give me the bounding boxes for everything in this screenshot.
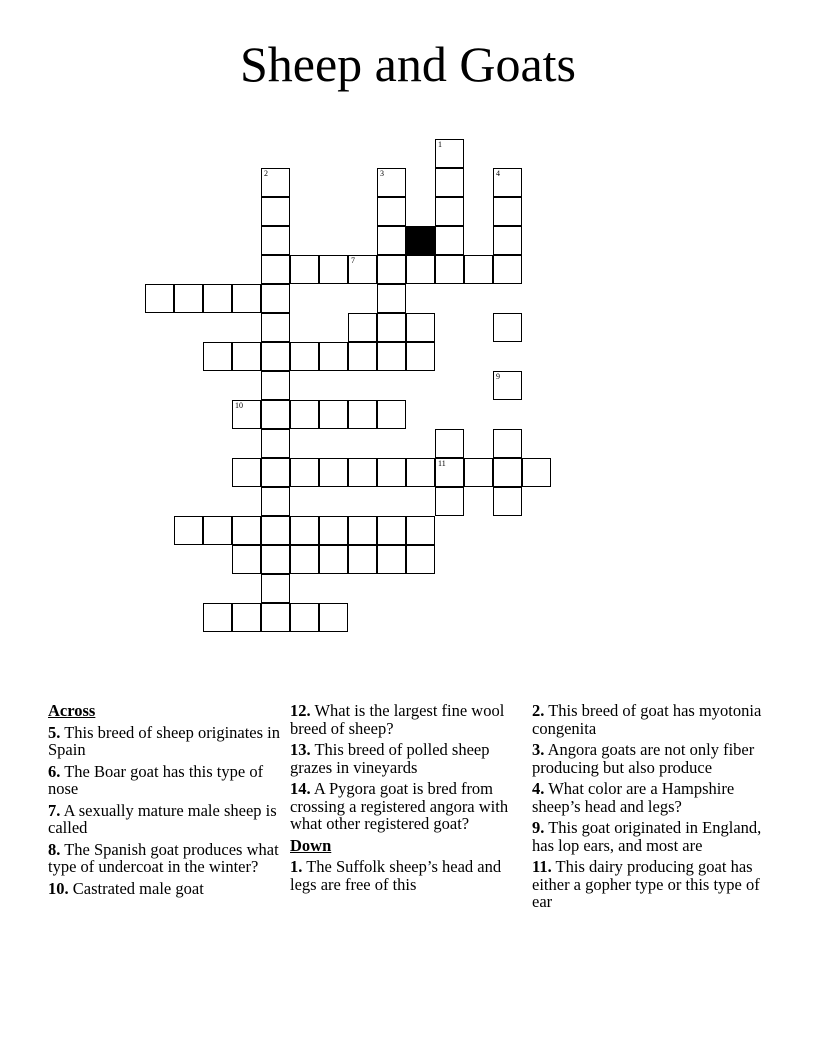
grid-cell[interactable] xyxy=(290,516,319,545)
clue-down-2: 2. This breed of goat has myotonia congenita xyxy=(532,701,762,738)
grid-cell[interactable] xyxy=(232,400,261,429)
grid-cell[interactable] xyxy=(232,342,261,371)
grid-cell[interactable] xyxy=(232,458,261,487)
grid-cell[interactable] xyxy=(261,226,290,255)
grid-cell[interactable] xyxy=(377,284,406,313)
black-square xyxy=(406,226,435,255)
cell-number: 9 xyxy=(496,372,500,381)
across-heading: Across xyxy=(48,701,96,720)
grid-cell[interactable] xyxy=(348,255,377,284)
grid-cell[interactable] xyxy=(493,226,522,255)
grid-cell[interactable] xyxy=(290,342,319,371)
grid-cell[interactable] xyxy=(435,487,464,516)
grid-cell[interactable] xyxy=(377,545,406,574)
grid-cell[interactable] xyxy=(377,342,406,371)
clue-down-9: 9. This goat originated in England, has lop ears, and most are xyxy=(532,818,762,855)
clue-across-7: 7. A sexually mature male sheep is called xyxy=(48,800,277,837)
grid-cell[interactable] xyxy=(261,313,290,342)
grid-cell[interactable] xyxy=(232,545,261,574)
cell-number: 1 xyxy=(438,140,442,149)
grid-cell[interactable] xyxy=(377,226,406,255)
puzzle-title: Sheep and Goats xyxy=(239,36,577,92)
grid-cell[interactable] xyxy=(145,284,174,313)
grid-cell[interactable] xyxy=(232,603,261,632)
clues-column-2 xyxy=(290,702,526,897)
grid-cell[interactable] xyxy=(377,313,406,342)
grid-cell[interactable] xyxy=(464,458,493,487)
grid-cell[interactable] xyxy=(261,255,290,284)
grid-cell[interactable] xyxy=(348,458,377,487)
grid-cell[interactable] xyxy=(290,255,319,284)
grid-cell[interactable] xyxy=(261,574,290,603)
grid-cell[interactable] xyxy=(435,429,464,458)
grid-cell[interactable] xyxy=(348,313,377,342)
clue-across-6: 6. The Boar goat has this type of nose xyxy=(48,761,264,798)
clue-across-10: 10. Castrated male goat xyxy=(48,878,204,898)
grid-cell[interactable] xyxy=(319,603,348,632)
grid-cell[interactable] xyxy=(174,284,203,313)
cell-number: 11 xyxy=(438,459,446,468)
grid-cell[interactable] xyxy=(493,255,522,284)
grid-cell[interactable] xyxy=(406,342,435,371)
grid-cell[interactable] xyxy=(232,516,261,545)
grid-cell[interactable] xyxy=(261,168,290,197)
grid-cell[interactable] xyxy=(435,197,464,226)
grid-cell[interactable] xyxy=(493,487,522,516)
grid-cell[interactable] xyxy=(261,284,290,313)
grid-cell[interactable] xyxy=(493,458,522,487)
grid-cell[interactable] xyxy=(319,545,348,574)
grid-cell[interactable] xyxy=(377,197,406,226)
grid-cell[interactable] xyxy=(261,603,290,632)
grid-cell[interactable] xyxy=(261,400,290,429)
grid-cell[interactable] xyxy=(464,255,493,284)
grid-cell[interactable] xyxy=(261,197,290,226)
grid-cell[interactable] xyxy=(493,371,522,400)
grid-cell[interactable] xyxy=(435,458,464,487)
clue-down-3: 3. Angora goats are not only fiber producing but also produce xyxy=(532,740,755,777)
grid-cell[interactable] xyxy=(290,603,319,632)
grid-cell[interactable] xyxy=(406,545,435,574)
cell-number: 10 xyxy=(235,401,243,410)
clue-across-5: 5. This breed of sheep originates in Spain xyxy=(48,722,281,759)
grid-cell[interactable] xyxy=(348,545,377,574)
grid-cell[interactable] xyxy=(406,313,435,342)
grid-cell[interactable] xyxy=(348,400,377,429)
grid-cell[interactable] xyxy=(377,400,406,429)
cell-number: 4 xyxy=(496,169,500,178)
grid-cell[interactable] xyxy=(174,516,203,545)
grid-cell[interactable] xyxy=(261,487,290,516)
grid-cell[interactable] xyxy=(522,458,551,487)
grid-cell[interactable] xyxy=(319,516,348,545)
grid-cell[interactable] xyxy=(377,458,406,487)
clues-column-1 xyxy=(48,702,284,901)
grid-cell[interactable] xyxy=(203,284,232,313)
clue-across-13: 13. This breed of polled sheep grazes in vineyards xyxy=(290,740,490,777)
grid-cell[interactable] xyxy=(203,603,232,632)
grid-cell[interactable] xyxy=(435,255,464,284)
grid-cell[interactable] xyxy=(377,516,406,545)
cell-number: 2 xyxy=(264,169,268,178)
cell-number: 7 xyxy=(351,256,355,265)
grid-cell[interactable] xyxy=(319,400,348,429)
clue-down-11: 11. This dairy producing goat has either a gopher type or this type of ear xyxy=(532,857,760,911)
grid-cell[interactable] xyxy=(493,313,522,342)
grid-cell[interactable] xyxy=(348,342,377,371)
clue-down-1: 1. The Suffolk sheep’s head and legs are free of this xyxy=(290,857,502,894)
grid-cell[interactable] xyxy=(261,516,290,545)
grid-cell[interactable] xyxy=(377,168,406,197)
clue-across-12: 12. What is the largest fine wool breed of sheep? xyxy=(290,701,505,738)
grid-cell[interactable] xyxy=(232,284,261,313)
grid-cell[interactable] xyxy=(493,429,522,458)
clue-across-14: 14. A Pygora goat is bred from crossing a registered angora with what other registered goat? xyxy=(290,779,509,833)
grid-cell[interactable] xyxy=(377,255,406,284)
clues-column-3 xyxy=(532,702,768,915)
grid-cell[interactable] xyxy=(261,545,290,574)
grid-cell[interactable] xyxy=(406,458,435,487)
grid-cell[interactable] xyxy=(261,458,290,487)
grid-cell[interactable] xyxy=(348,516,377,545)
grid-cell[interactable] xyxy=(261,429,290,458)
grid-cell[interactable] xyxy=(203,342,232,371)
grid-cell[interactable] xyxy=(319,458,348,487)
grid-cell[interactable] xyxy=(319,255,348,284)
clue-across-8: 8. The Spanish goat produces what type of undercoat in the winter? xyxy=(48,839,279,876)
grid-cell[interactable] xyxy=(261,342,290,371)
grid-cell[interactable] xyxy=(319,342,348,371)
grid-cell[interactable] xyxy=(406,516,435,545)
grid-cell[interactable] xyxy=(493,197,522,226)
grid-cell[interactable] xyxy=(261,371,290,400)
down-heading: Down xyxy=(290,835,332,855)
grid-cell[interactable] xyxy=(435,139,464,168)
grid-cell[interactable] xyxy=(290,400,319,429)
grid-cell[interactable] xyxy=(290,458,319,487)
grid-cell[interactable] xyxy=(493,168,522,197)
grid-cell[interactable] xyxy=(203,516,232,545)
grid-cell[interactable] xyxy=(406,255,435,284)
grid-cell[interactable] xyxy=(435,226,464,255)
grid-cell[interactable] xyxy=(435,168,464,197)
cell-number: 3 xyxy=(380,169,384,178)
grid-cell[interactable] xyxy=(290,545,319,574)
clue-down-4: 4. What color are a Hampshire sheep’s head and legs? xyxy=(532,779,735,816)
